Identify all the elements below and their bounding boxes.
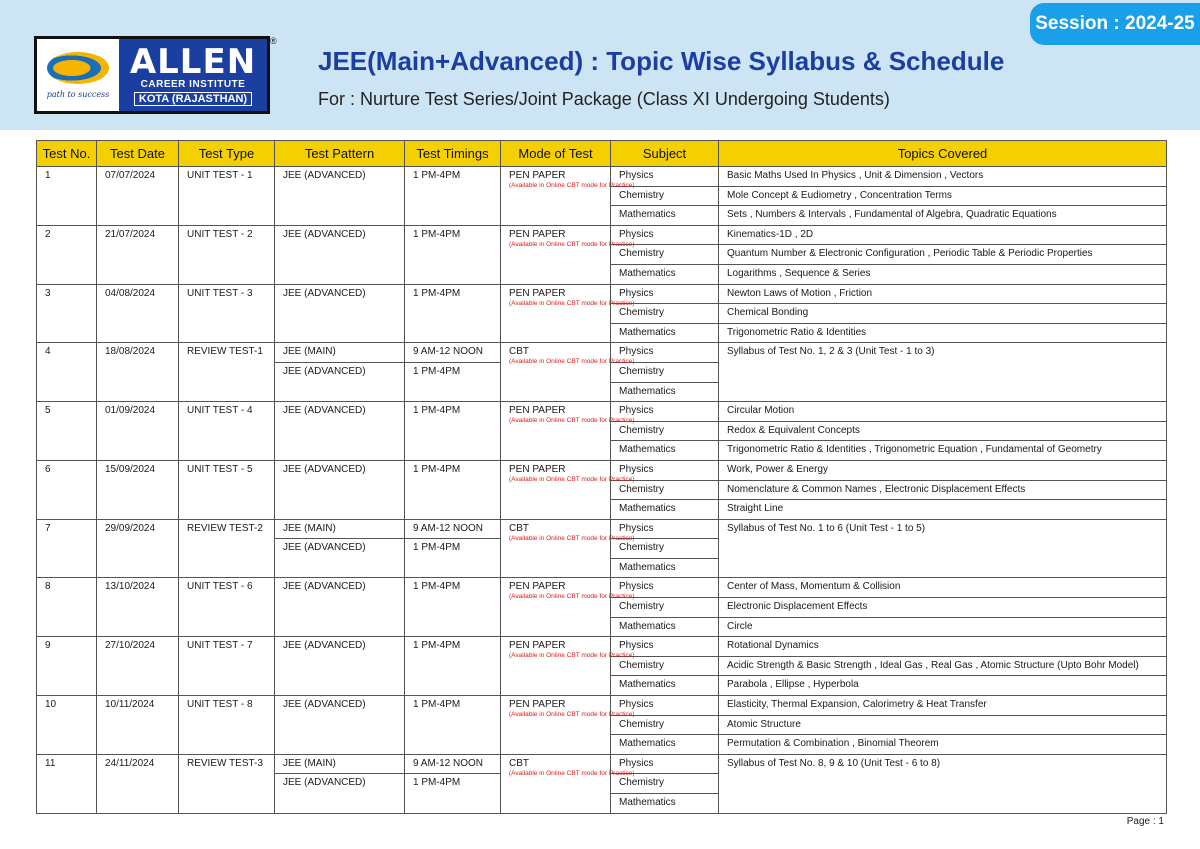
mode-note: (Available in Online CBT mode for Practice): [509, 475, 635, 483]
page-number: Page : 1: [1126, 816, 1164, 827]
subject-cell: Mathematics: [611, 441, 719, 461]
topics-cell: Syllabus of Test No. 8, 9 & 10 (Unit Test - 6 to 8): [719, 754, 1167, 813]
subject-cell: Mathematics: [611, 206, 719, 226]
header-test-date: Test Date: [97, 141, 179, 167]
topics-cell: Center of Mass, Momentum & Collision: [719, 578, 1167, 598]
mode-cell: [501, 460, 635, 519]
test-timing-cell: 1 PM-4PM: [405, 774, 501, 813]
test-no-cell: 8: [37, 578, 97, 637]
test-type-cell: UNIT TEST - 1: [179, 167, 275, 226]
session-badge: Session : 2024-25: [1030, 3, 1200, 45]
mode-note: (Available in Online CBT mode for Practice): [509, 593, 635, 601]
test-no-cell: 4: [37, 343, 97, 402]
test-pattern-cell: JEE (ADVANCED): [275, 696, 405, 755]
test-pattern-cell: JEE (MAIN): [275, 754, 405, 774]
test-timing-cell: 1 PM-4PM: [405, 362, 501, 401]
header-subject: Subject: [611, 141, 719, 167]
header-test-no: Test No.: [37, 141, 97, 167]
test-pattern-cell: JEE (ADVANCED): [275, 402, 405, 461]
test-date-cell: 15/09/2024: [97, 460, 179, 519]
test-no-cell: 10: [37, 696, 97, 755]
test-type-cell: UNIT TEST - 8: [179, 696, 275, 755]
test-pattern-cell: JEE (ADVANCED): [275, 637, 405, 696]
mode-note: (Available in Online CBT mode for Practice): [509, 534, 635, 542]
subject-cell: Physics: [611, 637, 719, 657]
subject-cell: Physics: [611, 754, 719, 774]
test-type-cell: UNIT TEST - 2: [179, 225, 275, 284]
test-date-cell: 10/11/2024: [97, 696, 179, 755]
test-no-cell: 5: [37, 402, 97, 461]
topics-cell: Atomic Structure: [719, 715, 1167, 735]
test-type-cell: UNIT TEST - 7: [179, 637, 275, 696]
subject-cell: Chemistry: [611, 304, 719, 324]
test-type-cell: REVIEW TEST-1: [179, 343, 275, 402]
test-date-cell: 07/07/2024: [97, 167, 179, 226]
test-pattern-cell: JEE (ADVANCED): [275, 362, 405, 401]
topics-cell: Circular Motion: [719, 402, 1167, 422]
subject-cell: Chemistry: [611, 421, 719, 441]
subject-cell: Chemistry: [611, 539, 719, 559]
mode-label: PEN PAPER: [509, 170, 566, 181]
test-no-cell: 7: [37, 519, 97, 578]
test-timing-cell: 1 PM-4PM: [405, 539, 501, 578]
subject-cell: Mathematics: [611, 323, 719, 343]
mode-cell: [501, 754, 635, 813]
test-pattern-cell: JEE (MAIN): [275, 343, 405, 363]
topics-cell: Acidic Strength & Basic Strength , Ideal Gas , Real Gas , Atomic Structure (Upto Bohr Model): [719, 656, 1167, 676]
subject-cell: Chemistry: [611, 774, 719, 794]
mode-label: PEN PAPER: [509, 405, 566, 417]
subject-cell: Mathematics: [611, 558, 719, 578]
subject-cell: Physics: [611, 402, 719, 422]
logo-location: KOTA (RAJASTHAN): [134, 92, 252, 106]
topics-cell: Redox & Equivalent Concepts: [719, 421, 1167, 441]
mode-label: CBT: [509, 522, 529, 534]
test-date-cell: 13/10/2024: [97, 578, 179, 637]
page-title: JEE(Main+Advanced) : Topic Wise Syllabus & Schedule: [318, 46, 1005, 76]
subject-cell: Mathematics: [611, 676, 719, 696]
test-pattern-cell: JEE (ADVANCED): [275, 774, 405, 813]
test-type-cell: UNIT TEST - 5: [179, 460, 275, 519]
test-timing-cell: 1 PM-4PM: [405, 460, 501, 519]
table-row: [37, 754, 1167, 774]
registered-mark: ®: [270, 36, 277, 46]
mode-note: (Available in Online CBT mode for Practice): [509, 299, 635, 307]
test-date-cell: 18/08/2024: [97, 343, 179, 402]
test-pattern-cell: JEE (MAIN): [275, 519, 405, 539]
test-pattern-cell: JEE (ADVANCED): [275, 578, 405, 637]
topics-cell: Electronic Displacement Effects: [719, 598, 1167, 618]
subject-cell: Physics: [611, 696, 719, 716]
topics-cell: Parabola , Ellipse , Hyperbola: [719, 676, 1167, 696]
subject-cell: Mathematics: [611, 735, 719, 755]
mode-label: CBT: [509, 757, 529, 769]
subject-cell: Chemistry: [611, 656, 719, 676]
subject-cell: Mathematics: [611, 794, 719, 814]
table-header-row: [37, 141, 1167, 167]
subject-cell: Physics: [611, 225, 719, 245]
table-row: [37, 284, 1167, 304]
subject-cell: Physics: [611, 578, 719, 598]
mode-note: (Available in Online CBT mode for Practice): [509, 240, 635, 248]
mode-label: PEN PAPER: [509, 581, 566, 593]
test-pattern-cell: JEE (ADVANCED): [275, 284, 405, 343]
table-row: [37, 225, 1167, 245]
mode-note: (Available in Online CBT mode for Practice): [509, 182, 635, 189]
mode-cell: [501, 578, 635, 637]
logo-name: ALLEN: [129, 41, 257, 82]
table-row: [37, 696, 1167, 716]
mode-label: PEN PAPER: [509, 287, 566, 299]
table-row: [37, 343, 1167, 363]
subject-cell: Chemistry: [611, 362, 719, 382]
test-type-cell: REVIEW TEST-2: [179, 519, 275, 578]
topics-cell: Sets , Numbers & Intervals , Fundamental of Algebra, Quadratic Equations: [719, 206, 1167, 226]
test-type-cell: UNIT TEST - 4: [179, 402, 275, 461]
topics-cell: Work, Power & Energy: [719, 460, 1167, 480]
topics-cell: Permutation & Combination , Binomial Theorem: [719, 735, 1167, 755]
topics-cell: Circle: [719, 617, 1167, 637]
subject-cell: Chemistry: [611, 598, 719, 618]
mode-cell: [501, 343, 635, 402]
test-timing-cell: 1 PM-4PM: [405, 284, 501, 343]
topics-cell: Quantum Number & Electronic Configuration , Periodic Table & Periodic Properties: [719, 245, 1167, 265]
test-timing-cell: 1 PM-4PM: [405, 225, 501, 284]
test-type-cell: UNIT TEST - 3: [179, 284, 275, 343]
logo-swirl-icon: [47, 52, 109, 84]
header-mode-of-test: Mode of Test: [501, 141, 611, 167]
test-timing-cell: 1 PM-4PM: [405, 167, 501, 226]
test-type-cell: REVIEW TEST-3: [179, 754, 275, 813]
table-row: [37, 637, 1167, 657]
allen-logo: [34, 36, 270, 114]
test-date-cell: 27/10/2024: [97, 637, 179, 696]
test-no-cell: 3: [37, 284, 97, 343]
table-row: [37, 578, 1167, 598]
test-date-cell: 21/07/2024: [97, 225, 179, 284]
test-date-cell: 04/08/2024: [97, 284, 179, 343]
test-date-cell: 24/11/2024: [97, 754, 179, 813]
topics-cell: Trigonometric Ratio & Identities: [719, 323, 1167, 343]
test-timing-cell: 1 PM-4PM: [405, 402, 501, 461]
test-pattern-cell: JEE (ADVANCED): [275, 460, 405, 519]
mode-cell: [501, 402, 635, 461]
subject-cell: Physics: [611, 460, 719, 480]
topics-cell: Chemical Bonding: [719, 304, 1167, 324]
logo-tagline: path to success: [46, 89, 110, 99]
mode-note: (Available in Online CBT mode for Practice): [509, 417, 635, 425]
subject-cell: Chemistry: [611, 480, 719, 500]
test-no-cell: 9: [37, 637, 97, 696]
test-pattern-cell: JEE (ADVANCED): [275, 225, 405, 284]
subject-cell: Physics: [611, 167, 719, 187]
topics-cell: Kinematics-1D , 2D: [719, 225, 1167, 245]
test-pattern-cell: JEE (ADVANCED): [275, 539, 405, 578]
test-timing-cell: 1 PM-4PM: [405, 637, 501, 696]
page-subtitle: For : Nurture Test Series/Joint Package (Class XI Undergoing Students): [318, 89, 890, 109]
header-topics-covered: Topics Covered: [719, 141, 1167, 167]
logo-subtitle: CAREER INSTITUTE: [140, 78, 246, 90]
mode-cell: [501, 167, 635, 226]
test-no-cell: 6: [37, 460, 97, 519]
topics-cell: Elasticity, Thermal Expansion, Calorimetry & Heat Transfer: [719, 696, 1167, 716]
topics-cell: Trigonometric Ratio & Identities , Trigonometric Equation , Fundamental of Geometry: [719, 441, 1167, 461]
topics-cell: Newton Laws of Motion , Friction: [719, 284, 1167, 304]
test-no-cell: 11: [37, 754, 97, 813]
logo-emblem: [37, 39, 119, 111]
mode-note: (Available in Online CBT mode for Practice): [509, 711, 635, 719]
subject-cell: Physics: [611, 284, 719, 304]
table-row: [37, 402, 1167, 422]
subject-cell: Chemistry: [611, 186, 719, 206]
header-test-timings: Test Timings: [405, 141, 501, 167]
topics-cell: Syllabus of Test No. 1, 2 & 3 (Unit Test - 1 to 3): [719, 343, 1167, 402]
mode-cell: [501, 225, 635, 284]
mode-label: PEN PAPER: [509, 228, 566, 240]
test-timing-cell: 1 PM-4PM: [405, 696, 501, 755]
table-row: [37, 519, 1167, 539]
test-type-cell: UNIT TEST - 6: [179, 578, 275, 637]
mode-cell: [501, 696, 635, 755]
test-pattern-cell: JEE (ADVANCED): [275, 167, 405, 226]
mode-label: PEN PAPER: [509, 463, 566, 475]
schedule-table: [36, 140, 1167, 814]
topics-cell: Logarithms , Sequence & Series: [719, 264, 1167, 284]
test-date-cell: 29/09/2024: [97, 519, 179, 578]
subject-cell: Mathematics: [611, 617, 719, 637]
header-test-type: Test Type: [179, 141, 275, 167]
test-timing-cell: 9 AM-12 NOON: [405, 754, 501, 774]
mode-label: PEN PAPER: [509, 699, 566, 711]
subject-cell: Chemistry: [611, 715, 719, 735]
test-timing-cell: 1 PM-4PM: [405, 578, 501, 637]
mode-note: (Available in Online CBT mode for Practice): [509, 769, 635, 777]
mode-label: PEN PAPER: [509, 640, 566, 652]
topics-cell: Nomenclature & Common Names , Electronic Displacement Effects: [719, 480, 1167, 500]
logo-wordmark: [119, 39, 267, 111]
topics-cell: Basic Maths Used In Physics , Unit & Dimension , Vectors: [719, 167, 1167, 187]
subject-cell: Chemistry: [611, 245, 719, 265]
subject-cell: Physics: [611, 343, 719, 363]
table-row: [37, 167, 1167, 187]
subject-cell: Mathematics: [611, 500, 719, 520]
mode-cell: [501, 284, 635, 343]
subject-cell: Mathematics: [611, 264, 719, 284]
mode-cell: [501, 637, 635, 696]
test-timing-cell: 9 AM-12 NOON: [405, 343, 501, 363]
test-no-cell: 1: [37, 167, 97, 226]
subject-cell: Mathematics: [611, 382, 719, 402]
topics-cell: Syllabus of Test No. 1 to 6 (Unit Test - 1 to 5): [719, 519, 1167, 578]
topics-cell: Mole Concept & Eudiometry , Concentration Terms: [719, 186, 1167, 206]
test-timing-cell: 9 AM-12 NOON: [405, 519, 501, 539]
header-test-pattern: Test Pattern: [275, 141, 405, 167]
topics-cell: Rotational Dynamics: [719, 637, 1167, 657]
mode-cell: [501, 519, 635, 578]
mode-note: (Available in Online CBT mode for Practice): [509, 652, 635, 660]
mode-note: (Available in Online CBT mode for Practice): [509, 358, 635, 366]
mode-label: CBT: [509, 346, 529, 358]
subject-cell: Physics: [611, 519, 719, 539]
topics-cell: Straight Line: [719, 500, 1167, 520]
table-row: [37, 460, 1167, 480]
test-date-cell: 01/09/2024: [97, 402, 179, 461]
test-no-cell: 2: [37, 225, 97, 284]
